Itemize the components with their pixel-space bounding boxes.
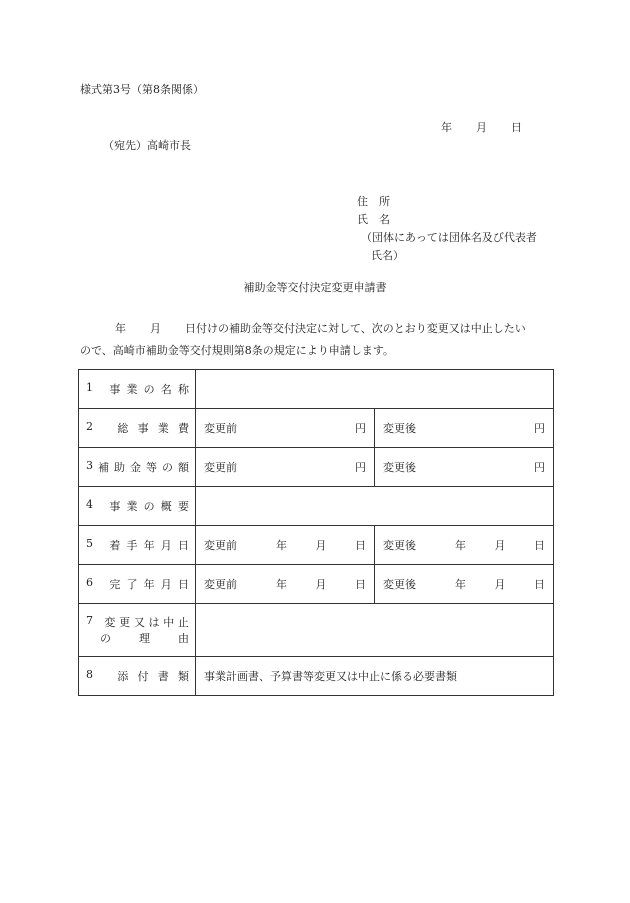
label-char: 添: [117, 670, 129, 683]
label-char: 由: [178, 632, 189, 645]
body-paragraph: [80, 318, 555, 362]
field-unit-label: 日: [534, 539, 545, 552]
project-summary-field[interactable]: [196, 487, 554, 526]
field-unit-label: 変更前: [204, 578, 237, 591]
label-char: 日: [177, 578, 189, 591]
row-label: [79, 409, 196, 448]
table-row: [79, 604, 554, 657]
label-char: 着: [109, 539, 121, 552]
subsidy-before-field[interactable]: [196, 448, 375, 487]
body-month: 月: [150, 322, 161, 335]
total-cost-after-field[interactable]: [375, 409, 554, 448]
label-char: 業: [126, 383, 138, 396]
label-char: 業: [157, 422, 169, 435]
row-label: [79, 657, 196, 696]
body-year: 年: [115, 322, 126, 335]
submission-date: [441, 119, 522, 135]
field-unit-label: 円: [534, 461, 545, 474]
date-day: 日: [511, 121, 522, 134]
label-char: 補: [98, 461, 109, 474]
row-label: [79, 370, 196, 409]
label-char: 額: [178, 461, 189, 474]
field-unit-label: 日: [534, 578, 545, 591]
label-char: 日: [177, 539, 189, 552]
label-char: 年: [143, 539, 155, 552]
applicant-note-line2: 氏名）: [371, 249, 404, 262]
completion-date-after-field[interactable]: [375, 565, 554, 604]
label-char: 付: [137, 670, 149, 683]
field-unit-label: 変更前: [204, 422, 237, 435]
row-label: [79, 604, 196, 657]
label-char: 完: [109, 578, 121, 591]
field-unit-label: 月: [315, 578, 327, 591]
label-char: 事: [109, 383, 121, 396]
label-char: 中: [163, 616, 175, 629]
date-month: 月: [476, 121, 487, 134]
label-char: 理: [139, 632, 150, 645]
address-label: 住 所: [357, 195, 390, 208]
label-char: 又: [133, 616, 145, 629]
row-label: [79, 526, 196, 565]
field-unit-label: 年: [455, 539, 466, 552]
name-label: 氏 名: [357, 213, 390, 226]
label-char: 8: [86, 668, 93, 681]
document-title: 補助金等交付決定変更申請書: [243, 281, 387, 294]
field-unit-label: 月: [494, 578, 506, 591]
label-char: 月: [160, 578, 172, 591]
label-char: 名: [160, 383, 172, 396]
row-label: [79, 448, 196, 487]
label-char: 業: [126, 500, 138, 513]
label-char: の: [162, 461, 173, 474]
field-unit-label: 円: [355, 422, 366, 435]
table-row: [79, 565, 554, 604]
field-unit-label: 年: [276, 578, 287, 591]
completion-date-before-field[interactable]: [196, 565, 375, 604]
field-unit-label: 月: [315, 539, 327, 552]
field-unit-label: 変更後: [383, 461, 416, 474]
addressee: （宛先）高崎市長: [103, 139, 191, 152]
label-char: 費: [177, 422, 189, 435]
label-char: 手: [126, 539, 138, 552]
field-unit-label: 年: [276, 539, 287, 552]
table-row: [79, 448, 554, 487]
label-char: の: [143, 383, 155, 396]
body-line2: ので、高崎市補助金等交付規則第8条の規定により申請します。: [80, 344, 394, 357]
label-char: 等: [146, 461, 157, 474]
field-unit-label: 変更後: [383, 422, 416, 435]
field-unit-label: 日: [355, 539, 366, 552]
table-row: [79, 526, 554, 565]
field-unit-label: 円: [355, 461, 366, 474]
label-char: 1: [86, 381, 93, 394]
field-unit-label: 日: [355, 578, 366, 591]
table-row: [79, 487, 554, 526]
label-char: 了: [126, 578, 138, 591]
table-row: [79, 657, 554, 696]
applicant-note-line1: （団体にあっては団体名及び代表者: [361, 231, 537, 244]
label-char: 類: [177, 670, 189, 683]
label-char: 概: [160, 500, 172, 513]
label-char: 金: [130, 461, 141, 474]
change-request-table: [78, 369, 554, 696]
field-unit-label: 円: [534, 422, 545, 435]
label-char: 2: [86, 420, 93, 433]
label-char: は: [148, 616, 160, 629]
table-row: [79, 370, 554, 409]
field-unit-label: 年: [455, 578, 466, 591]
label-char: 事: [137, 422, 149, 435]
label-char: 称: [177, 383, 189, 396]
field-unit-label: 変更後: [383, 578, 416, 591]
applicant-block: [357, 193, 557, 265]
label-char: 事: [109, 500, 121, 513]
project-name-field[interactable]: [196, 370, 554, 409]
label-char: 更: [119, 616, 131, 629]
table-row: [79, 409, 554, 448]
label-char: 3: [86, 459, 93, 472]
label-char: 書: [157, 670, 169, 683]
label-char: 変: [104, 616, 116, 629]
form-number: 様式第3号（第8条関係）: [80, 83, 204, 96]
total-cost-before-field[interactable]: [196, 409, 375, 448]
date-year: 年: [441, 121, 452, 134]
label-char: 月: [160, 539, 172, 552]
label-char: 総: [117, 422, 129, 435]
label-char: 要: [177, 500, 189, 513]
label-char: 年: [143, 578, 155, 591]
label-char: 7: [86, 614, 93, 627]
start-date-before-field[interactable]: [196, 526, 375, 565]
label-char: の: [100, 632, 111, 645]
label-char: 6: [86, 576, 93, 589]
field-unit-label: 変更後: [383, 539, 416, 552]
label-char: 止: [177, 616, 189, 629]
row-label: [79, 565, 196, 604]
body-line1: 日付けの補助金等交付決定に対して、次のとおり変更又は中止したい: [185, 322, 526, 335]
attached-documents-field: 事業計画書、予算書等変更又は中止に係る必要書類: [196, 657, 554, 696]
field-unit-label: 変更前: [204, 539, 237, 552]
subsidy-after-field[interactable]: [375, 448, 554, 487]
label-char: 5: [86, 537, 93, 550]
field-unit-label: 変更前: [204, 461, 237, 474]
label-char: 助: [114, 461, 125, 474]
row-label: [79, 487, 196, 526]
start-date-after-field[interactable]: [375, 526, 554, 565]
label-char: の: [143, 500, 155, 513]
label-char: 4: [86, 498, 93, 511]
change-reason-field[interactable]: [196, 604, 554, 657]
field-unit-label: 月: [494, 539, 506, 552]
